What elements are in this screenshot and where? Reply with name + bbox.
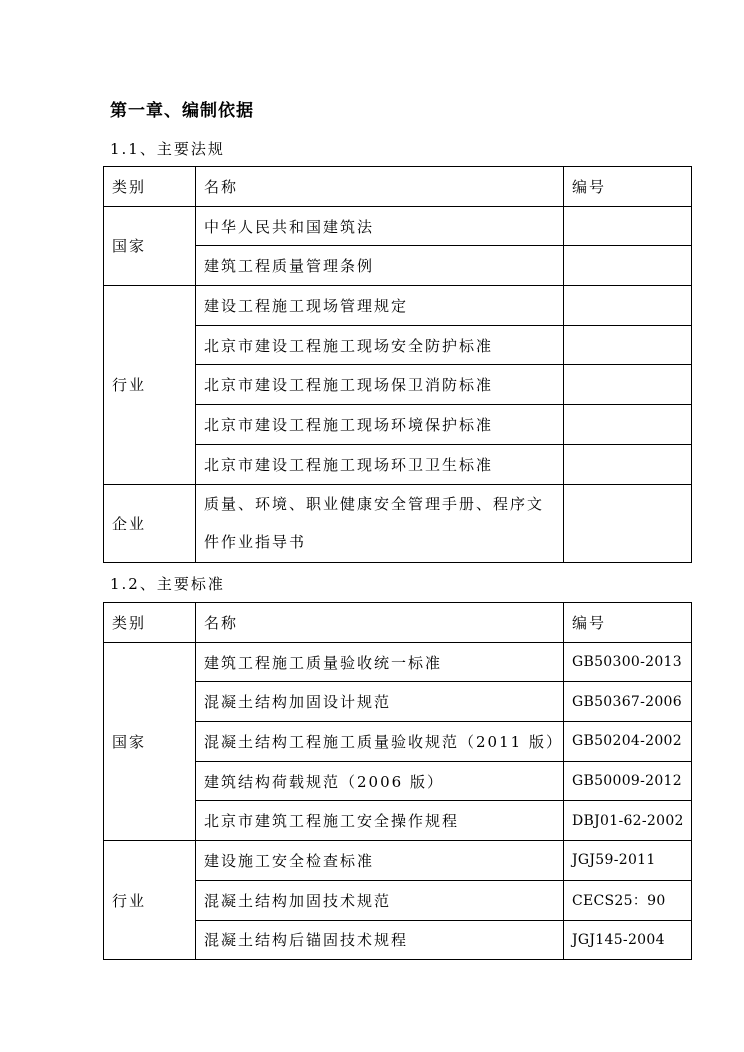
code-cell: GB50009-2012 — [564, 761, 692, 801]
chapter-title: 第一章、编制依据 — [110, 101, 254, 121]
code-cell — [564, 405, 692, 445]
name-cell: 混凝土结构加固技术规范 — [196, 880, 564, 920]
name-cell: 混凝土结构工程施工质量验收规范（2011 版） — [196, 722, 564, 762]
code-cell — [564, 325, 692, 365]
table-row — [104, 841, 692, 881]
name-cell: 北京市建设工程施工现场环境保护标准 — [196, 405, 564, 445]
section-1-title: 1.1、主要法规 — [110, 140, 225, 158]
header-category: 类别 — [104, 603, 196, 643]
table-row — [104, 484, 692, 562]
name-cell: 北京市建设工程施工现场保卫消防标准 — [196, 365, 564, 405]
header-code: 编号 — [564, 603, 692, 643]
code-cell: GB50204-2002 — [564, 722, 692, 762]
code-cell: GB50300-2013 — [564, 642, 692, 682]
code-cell — [564, 365, 692, 405]
header-name: 名称 — [196, 603, 564, 643]
name-cell: 建设施工安全检查标准 — [196, 841, 564, 881]
header-code: 编号 — [564, 167, 692, 207]
code-cell: JGJ145-2004 — [564, 920, 692, 960]
name-cell: 建筑工程施工质量验收统一标准 — [196, 642, 564, 682]
name-cell: 质量、环境、职业健康安全管理手册、程序文件作业指导书 — [196, 484, 564, 562]
code-cell — [564, 246, 692, 286]
section-2-title: 1.2、主要标准 — [110, 575, 225, 593]
standards-table — [103, 602, 692, 960]
name-cell: 北京市建设工程施工现场环卫卫生标准 — [196, 444, 564, 484]
name-cell: 北京市建设工程施工现场安全防护标准 — [196, 325, 564, 365]
code-cell — [564, 484, 692, 562]
name-cell: 混凝土结构加固设计规范 — [196, 682, 564, 722]
header-name: 名称 — [196, 167, 564, 207]
table-header-row — [104, 603, 692, 643]
header-category: 类别 — [104, 167, 196, 207]
category-cell: 行业 — [104, 286, 196, 484]
category-cell: 国家 — [104, 642, 196, 840]
code-cell: JGJ59-2011 — [564, 841, 692, 881]
category-cell: 行业 — [104, 841, 196, 960]
code-cell: CECS25：90 — [564, 880, 692, 920]
table-row — [104, 642, 692, 682]
name-cell: 建筑工程质量管理条例 — [196, 246, 564, 286]
name-cell: 建筑结构荷载规范（2006 版） — [196, 761, 564, 801]
name-cell: 北京市建筑工程施工安全操作规程 — [196, 801, 564, 841]
category-cell: 国家 — [104, 206, 196, 285]
code-cell — [564, 286, 692, 326]
name-cell: 混凝土结构后锚固技术规程 — [196, 920, 564, 960]
regulations-table — [103, 166, 692, 563]
table-row — [104, 206, 692, 246]
name-cell: 中华人民共和国建筑法 — [196, 206, 564, 246]
table-row — [104, 286, 692, 326]
table-header-row — [104, 167, 692, 207]
name-cell: 建设工程施工现场管理规定 — [196, 286, 564, 326]
code-cell: DBJ01-62-2002 — [564, 801, 692, 841]
code-cell — [564, 444, 692, 484]
category-cell: 企业 — [104, 484, 196, 562]
code-cell — [564, 206, 692, 246]
code-cell: GB50367-2006 — [564, 682, 692, 722]
